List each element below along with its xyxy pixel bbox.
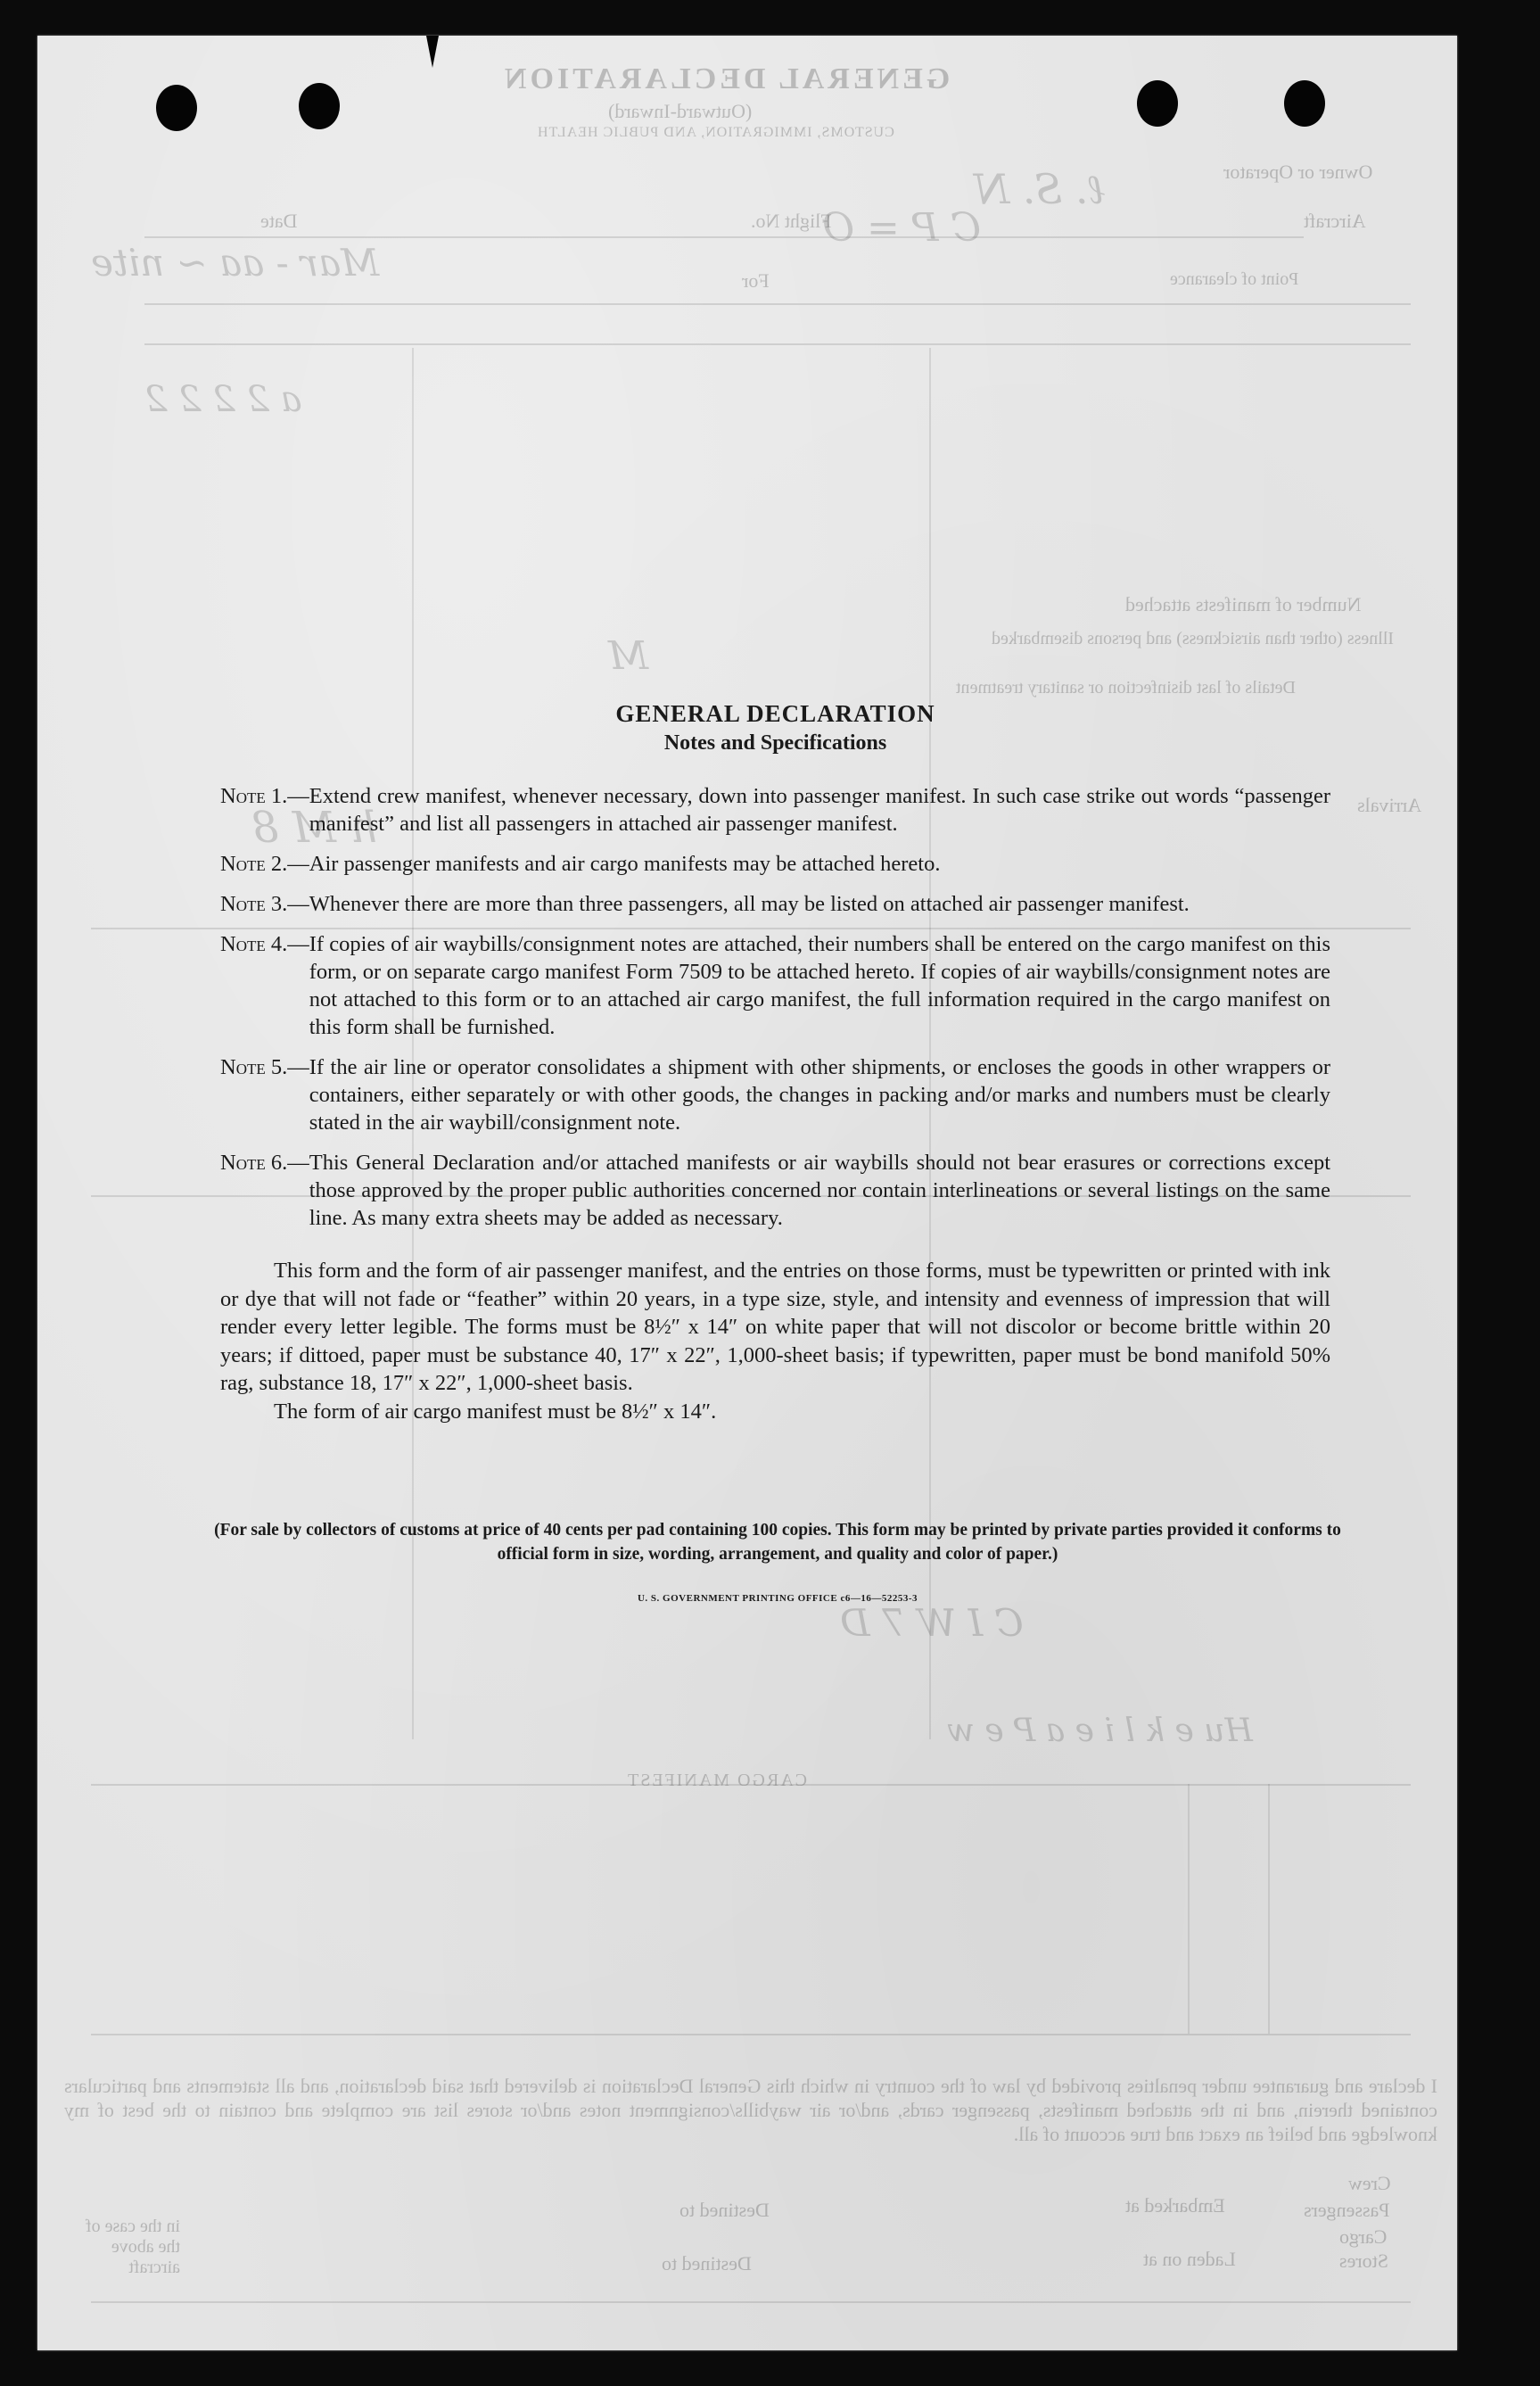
notes-section (214, 700, 1341, 1604)
note-label: Note 1. (220, 784, 288, 808)
ghost-for: For (742, 269, 770, 292)
ghost-details: Details of last disinfection or sanitary treatment (956, 678, 1296, 698)
note-text: Whenever there are more than three passengers, all may be listed on attached air passenger manifest. (309, 892, 1190, 916)
note-label: Note 6. (220, 1151, 288, 1175)
note-4 (220, 930, 1330, 1041)
ghost-handwriting-6: h M 8 (251, 803, 378, 853)
note-2 (220, 850, 1330, 878)
ghost-aircraft: Aircraft (1304, 210, 1366, 232)
ghost-cargo-word: Cargo (1339, 2225, 1388, 2248)
ghost-rule (91, 1784, 1411, 1786)
specification-paragraph: This form and the form of air passenger manifest, and the entries on those forms, must be typewritten or printed with ink or dye that will not fade or “feather” within 20 years, in a type size, style, and intensity and evenness of impression that will render every letter legible. The forms must be 8½″ x 14″ on white paper that will not discolor or become brittle within 20 years; if dittoed, paper must be substance 40, 17″ x 22″, 1,000-sheet basis; if typewritten, paper must be bond manifold 50% rag, substance 18, 17″ x 22″, 1,000-sheet basis. (220, 1259, 1330, 1395)
ghost-handwriting-5: M (608, 633, 649, 679)
ghost-column-rule (1188, 1784, 1190, 2034)
ghost-handwriting-2: C P = O (822, 205, 982, 251)
ghost-rule (91, 2301, 1411, 2303)
ghost-cargo: CARGO MANIFEST (626, 1771, 808, 1790)
ghost-rule (144, 343, 1411, 345)
ghost-heading: GENERAL DECLARATION (501, 62, 951, 95)
note-text: If the air line or operator consolidates a shipment with other shipments, or encloses the goods in other wrappers or containers, either separately or with other goods, the changes in packing and/or marks and numbers must be clearly stated in the air waybill/consignment note. (309, 1055, 1330, 1135)
note-3 (220, 890, 1330, 918)
ghost-declare: I declare and guarantee under penalties provided by law of the country in which this General Declaration is delivered that said declaration, and all statements and particulars contained therein, and in the attached manifests, passenger cards, and/or air waybills/consignment notes and/or stores list are complete and contain to the best of my knowledge and belief an exact and true account of all. (64, 2075, 1437, 2145)
ghost-stores: Stores (1339, 2250, 1388, 2272)
ghost-case: in the case of the above aircraft (85, 2217, 180, 2277)
note-5 (220, 1053, 1330, 1136)
ghost-column-rule (1268, 1784, 1270, 2034)
note-text: Air passenger manifests and air cargo manifests may be attached hereto. (309, 852, 941, 876)
note-6 (220, 1149, 1330, 1232)
note-dash: — (287, 932, 309, 956)
note-dash: — (287, 1055, 309, 1079)
ghost-embarked: Embarked at (1125, 2194, 1225, 2217)
ghost-heading-sub2: CUSTOMS, IMMIGRATION, AND PUBLIC HEALTH (537, 125, 894, 140)
punch-hole-icon (156, 85, 197, 131)
ghost-rule (144, 236, 1304, 238)
ghost-rule (144, 303, 1411, 305)
ghost-date: Date (260, 210, 298, 232)
ghost-handwriting-7: C I W 7 D (840, 1601, 1024, 1645)
punch-hole-icon (299, 83, 340, 129)
ghost-destined-2: Destined to (662, 2252, 752, 2275)
note-dash: — (287, 784, 309, 808)
note-text: If copies of air waybills/consignment notes are attached, their numbers shall be entered on the cargo manifest on this form, or on separate cargo manifest Form 7509 to be attached hereto. If copies of air waybills/consignment notes are not attached to this form or to an attached air cargo manifest, the full information required in the cargo manifest on this form shall be furnished. (309, 932, 1330, 1039)
note-dash: — (287, 1151, 309, 1175)
ghost-handwriting-3: Mar - aa ~ nite (91, 241, 380, 285)
ghost-manifests: Number of manifests attached (1125, 593, 1362, 615)
ghost-heading-sub: (Outward-Inward) (608, 100, 753, 122)
notch-icon (426, 36, 439, 68)
ghost-crew: Crew (1348, 2172, 1391, 2194)
ghost-rule (91, 2034, 1411, 2035)
ghost-flight: Flight No. (751, 210, 832, 232)
ghost-illness: Illness (other than airsickness) and persons disembarked (992, 629, 1394, 648)
cargo-manifest-size-note: The form of air cargo manifest must be 8½″ x 14″. (274, 1399, 717, 1424)
ghost-arrivals: Arrivals (1357, 794, 1422, 816)
ghost-owner: Owner or Operator (1223, 161, 1373, 183)
ghost-handwriting-4: a 2 2 2 2 (144, 379, 302, 420)
punch-hole-icon (1284, 80, 1325, 127)
document-page (37, 36, 1457, 2350)
note-1 (220, 782, 1330, 838)
ghost-handwriting-1: ℓ. S. N (974, 165, 1106, 213)
ghost-handwriting-8: Hu e k l i e a P e w (947, 1713, 1253, 1749)
page-subtitle: Notes and Specifications (663, 731, 887, 755)
note-text: This General Declaration and/or attached manifests or air waybills should not bear erasures or corrections except those approved by the proper public authorities concerned nor contain interlineations or several listings on the same line. As many extra sheets may be added as necessary. (309, 1151, 1330, 1230)
note-label: Note 4. (220, 932, 288, 956)
note-label: Note 3. (220, 892, 288, 916)
note-text: Extend crew manifest, whenever necessary, down into passenger manifest. In such case strike out words “passenger manifest” and list all passengers in attached air passenger manifest. (309, 784, 1330, 836)
note-dash: — (287, 892, 309, 916)
ghost-passengers: Passengers (1304, 2199, 1390, 2221)
ghost-destined-1: Destined to (679, 2199, 770, 2221)
page-title: GENERAL DECLARATION (615, 700, 935, 727)
ghost-point: Point of clearance (1170, 269, 1299, 289)
printer-imprint: U. S. GOVERNMENT PRINTING OFFICE c6—16—52253-3 (637, 1593, 918, 1604)
ghost-laden: Laden on at (1143, 2248, 1236, 2270)
punch-hole-icon (1137, 80, 1178, 127)
note-label: Note 5. (220, 1055, 288, 1079)
note-label: Note 2. (220, 852, 288, 876)
note-dash: — (287, 852, 309, 876)
sale-notice: (For sale by collectors of customs at price of 40 cents per pad containing 100 copies. This form may be printed by private parties provided it conforms to official form in size, wording, arrangement, and quality and color of paper.) (214, 1521, 1341, 1564)
